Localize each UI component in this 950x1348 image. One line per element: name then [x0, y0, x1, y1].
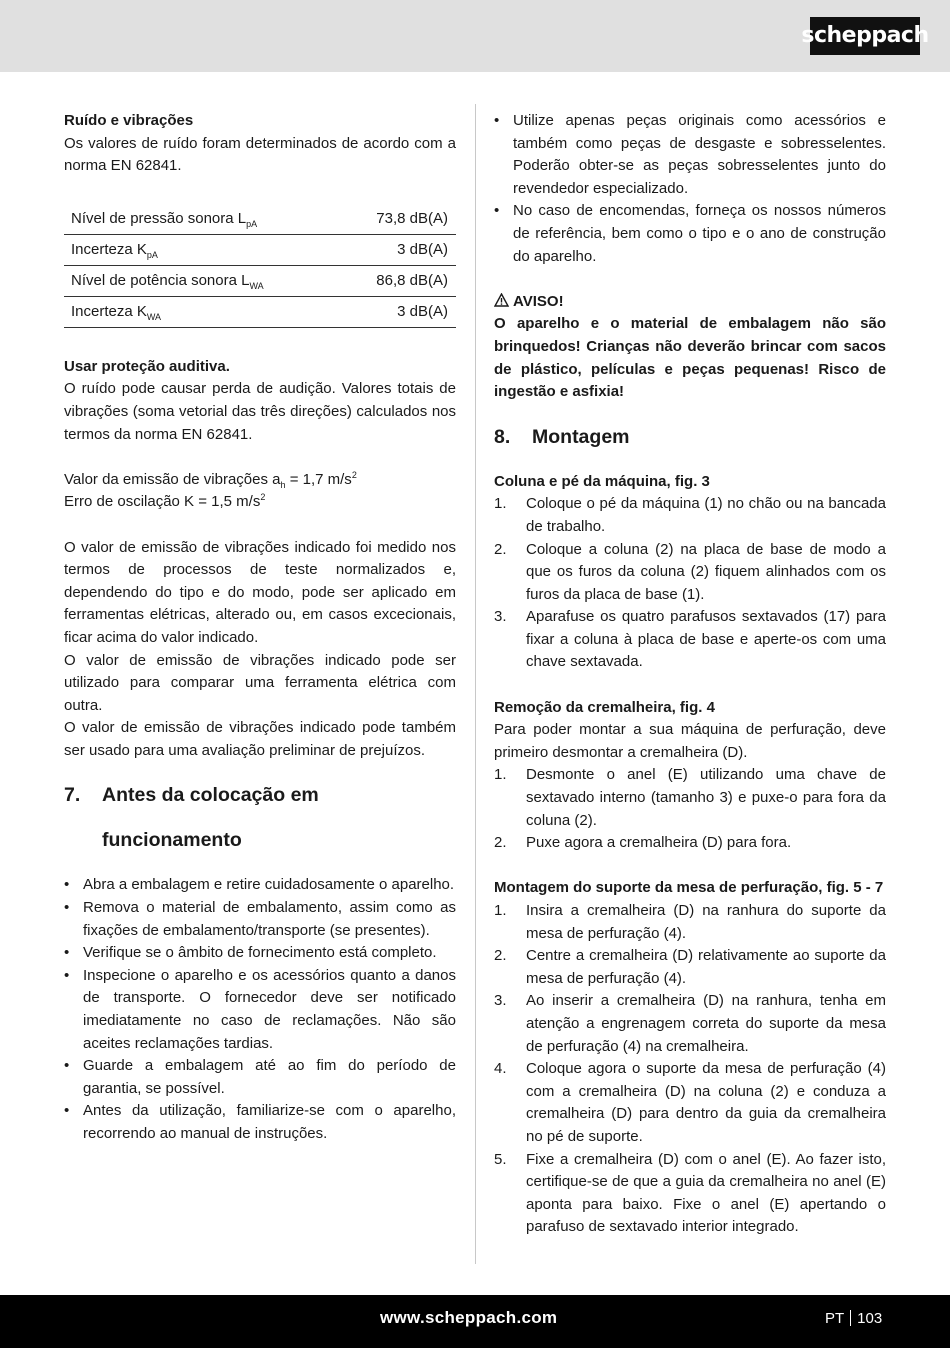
- list-item: • Guarde a embalagem até ao fim do período de garantia, se possível.: [64, 1055, 456, 1100]
- hearing-heading: Usar proteção auditiva.: [64, 357, 230, 375]
- vibration-error: Erro de oscilação K = 1,5 $m/s^2$: [64, 492, 266, 511]
- list-item: • Utilize apenas peças originais como acessórios e também como peças de desgaste e sobresselentes. Poderão obter-se as peças sobresselentes junto do revendedor especializado.: [494, 110, 886, 200]
- list-item: • Inspecione o aparelho e os acessórios quanto a danos de transporte. O fornecedor deve ser notificado imediatamente no caso de reclamações. Não são aceites reclamações tardias.: [64, 965, 456, 1055]
- list-item: • Antes da utilização, familiarize-se com o aparelho, recorrendo ao manual de instruções.: [64, 1100, 456, 1145]
- footer-url[interactable]: www.scheppach.com: [380, 1308, 558, 1327]
- spec-value: 86,8 dB(A): [376, 271, 448, 289]
- section-7-list: [64, 874, 456, 1145]
- rack-removal-heading: Remoção da cremalheira, fig. 4: [494, 698, 715, 716]
- spec-value: 3 dB(A): [397, 302, 448, 320]
- footer-bar: [0, 1295, 950, 1348]
- section-8-title: 8. Montagem: [494, 425, 630, 448]
- column-base-steps: [494, 493, 886, 674]
- spec-value: 3 dB(A): [397, 240, 448, 258]
- noise-intro: Os valores de ruído foram determinados de acordo com a norma EN 62841.: [64, 134, 456, 175]
- brand-logo: scheppach: [810, 17, 920, 55]
- column-divider: [475, 104, 476, 1264]
- vibration-paragraph-2: O valor de emissão de vibrações indicado pode ser utilizado para comparar uma ferramenta elétrica com outra.: [64, 651, 456, 714]
- page-number: PT 103: [825, 1310, 883, 1327]
- table-support-heading: Montagem do suporte da mesa de perfuração, fig. 5 - 7: [494, 879, 884, 897]
- warning-text: O aparelho e o material de embalagem não são brinquedos! Crianças não deverão brincar com sacos de plástico, películas e peças pequenas! Risco de ingestão e asfixia!: [494, 315, 886, 401]
- spec-label: Nível de pressão sonora $L_{pA}$: [71, 209, 258, 229]
- table-support-steps: [494, 900, 886, 1239]
- rack-removal-intro: Para poder montar a sua máquina de perfuração, deve primeiro desmontar a cremalheira (D).: [494, 721, 886, 761]
- list-item: 2. Centre a cremalheira (D) relativamente ao suporte da mesa de perfuração (4).: [494, 947, 886, 987]
- list-item: • Remova o material de embalamento, assim como as fixações de embalamento/transporte (se presentes).: [64, 897, 456, 942]
- rack-removal-steps: [494, 764, 886, 854]
- list-item: 3. Aparafuse os quatro parafusos sextavados (17) para fixar a coluna à placa de base e aperte-os com uma chave sextavada.: [494, 608, 886, 671]
- column-base-heading: Coluna e pé da máquina, fig. 3: [494, 472, 710, 490]
- spec-label: Nível de potência sonora $L_{WA}$: [71, 271, 264, 291]
- header-bar: [0, 0, 950, 72]
- list-item: • Abra a embalagem e retire cuidadosamente o aparelho.: [64, 874, 456, 897]
- list-item: 2. Puxe agora a cremalheira (D) para fora.: [494, 834, 792, 852]
- list-item: 3. Ao inserir a cremalheira (D) na ranhura, tenha em atenção a engrenagem correta do suporte da mesa de perfuração (4) na cremalheira.: [494, 992, 886, 1055]
- list-item: • Verifique se o âmbito de fornecimento está completo.: [64, 942, 456, 965]
- list-item: 1. Desmonte o anel (E) utilizando uma chave de sextavado interno (tamanho 3) e puxe-o para fora da coluna (2).: [494, 766, 886, 829]
- spec-label: Incerteza $K_{pA}$: [71, 240, 158, 260]
- list-item: 4. Coloque agora o suporte da mesa de perfuração (4) com a cremalheira (D) na coluna (2) e conduza a cremalheira (D) para dentro da guia da cremalheira no pé de suporte.: [494, 1060, 886, 1145]
- hearing-text: O ruído pode causar perda de audição. Valores totais de vibrações (soma vetorial das três direções) calculados nos termos da norma EN 62841.: [64, 380, 456, 443]
- section-7-title-cont: funcionamento: [102, 829, 242, 852]
- noise-specs-table: [64, 204, 456, 328]
- list-item: 1. Coloque o pé da máquina (1) no chão ou na bancada de trabalho.: [494, 495, 886, 535]
- warning-triangle-icon: [494, 293, 509, 307]
- list-item: • No caso de encomendas, forneça os nossos números de referência, bem como o tipo e o ano de construção do aparelho.: [494, 200, 886, 268]
- warning-title: AVISO!: [494, 291, 886, 314]
- section-7-title: 7. Antes da colocação em: [64, 784, 319, 807]
- table-row: [64, 296, 456, 327]
- list-item: 1. Insira a cremalheira (D) na ranhura do suporte da mesa de perfuração (4).: [494, 902, 886, 942]
- list-item: 2. Coloque a coluna (2) na placa de base de modo a que os furos da coluna (2) fiquem alinhados com os furos da placa de base (1).: [494, 540, 886, 603]
- table-row: [64, 234, 456, 265]
- vibration-emission: Valor da emissão de vibrações $a_h = 1,7$ $m/s^2$: [64, 469, 357, 490]
- spec-value: 73,8 dB(A): [376, 209, 448, 227]
- list-item: 5. Fixe a cremalheira (D) com o anel (E). Ao fazer isto, certifique-se de que a guia da cremalheira no anel (E) aponta para baixo. Fixe o anel (E) apertando o parafuso de sextavado interior integrado.: [494, 1150, 886, 1236]
- spare-parts-list: [494, 110, 886, 268]
- table-row: [64, 204, 456, 235]
- vibration-paragraph-1: O valor de emissão de vibrações indicado foi medido nos termos de processos de teste normalizados e, dependendo do tipo e do modo, pode ser aplicado em ferramentas elétricas, alterado ou, em casos excecionais, ficar acima do valor indicado.: [64, 538, 456, 646]
- noise-heading: Ruído e vibrações: [64, 112, 194, 129]
- vibration-paragraph-3: O valor de emissão de vibrações indicado pode também ser usado para uma avaliação preliminar de prejuízos.: [64, 719, 456, 759]
- left-column: [64, 110, 456, 1146]
- table-row: [64, 265, 456, 296]
- spec-label: Incerteza $K_{WA}$: [71, 302, 162, 322]
- right-column: [494, 110, 886, 1239]
